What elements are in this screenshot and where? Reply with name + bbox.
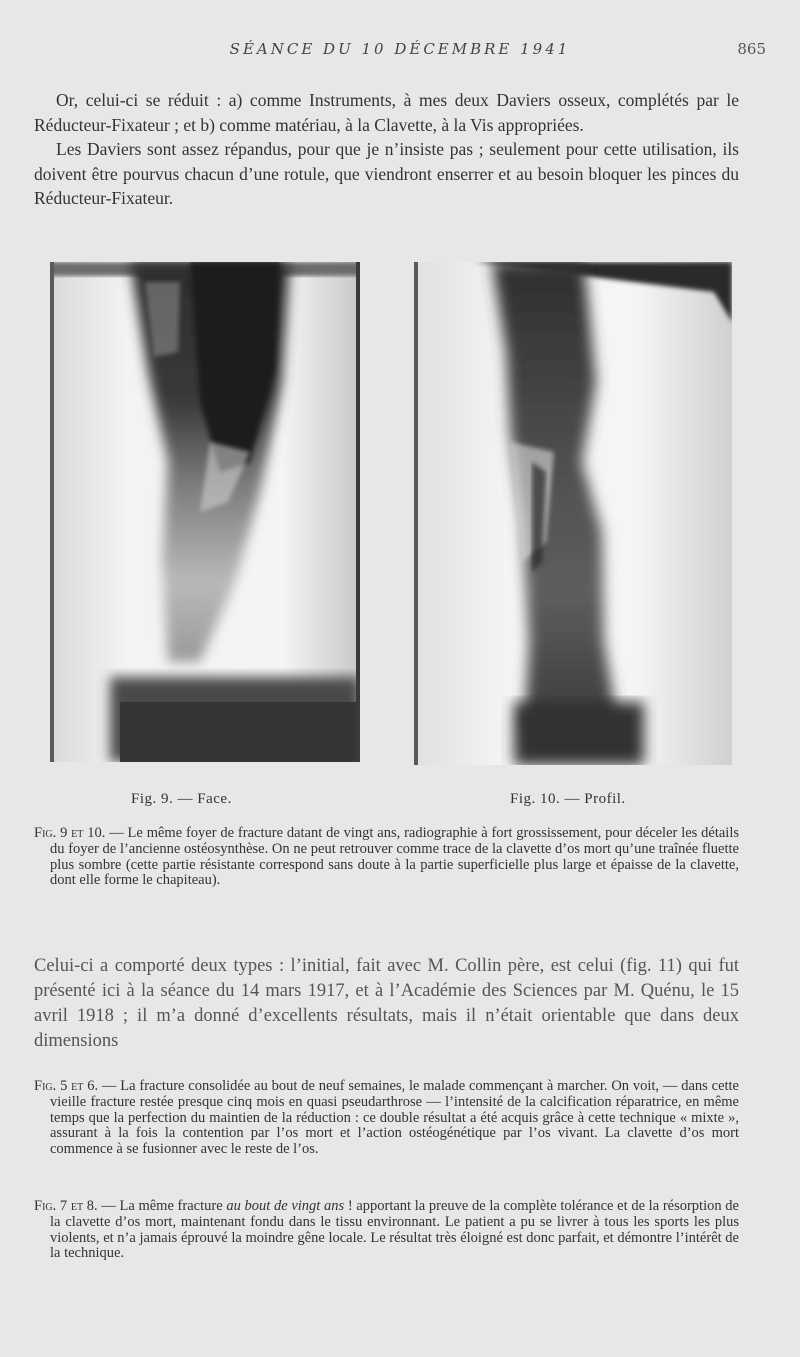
figure-9-label: Fig. 9. — Face.: [131, 791, 232, 807]
caption-prefix: Fig. 9 et 10.: [34, 825, 106, 841]
radiograph-profile: [414, 262, 732, 765]
opening-paragraphs: [34, 88, 739, 211]
paragraph-collin-text: Celui-ci a comporté deux types : l’initial, fait avec M. Collin père, est celui (fig. 11) qui fut présenté ici à la séance du 14 mars 1917, et à l’Académie des Sciences par M. Quénu, le 15 avril 1918 ; il m’a donné d’excellents résultats, mais il n’était orientable que dans deux dimensions: [34, 956, 739, 1051]
caption-text: — Le même foyer de fracture datant de vingt ans, radiographie à fort grossissement, pour déceler les détails du foyer de l’ancienne ostéosynthèse. On ne peut retrouver comme trace de la clavette d’os mort qu’une traînée fluette plus sombre (cette partie résistante correspond sans doute à la partie superficielle plus large et épaisse de la clavette, dont elle forme le chapiteau).: [50, 825, 739, 889]
caption-emphasis: au bout de vingt ans: [226, 1198, 345, 1214]
page-number: 865: [737, 40, 766, 58]
caption-text: — La fracture consolidée au bout de neuf semaines, le malade commençant à marcher. On voit, — dans cette vieille fracture restée presque cinq mois en quasi pseudarthrose — l’intensité de la calcification réparatrice, en même temps que la perfection du maintien de la réduction : ce double résultat a été acquis grâce à cette technique « mixte », assurant à la fois la contention par l’os mort et l’action ostéogénétique par l’os vivant. La clavette d’os mort commence à se fusionner avec le reste de l’os.: [50, 1078, 739, 1158]
caption-figures-9-10: [34, 826, 739, 889]
caption-prefix: Fig. 7 et 8.: [34, 1198, 98, 1214]
paragraph-collin: [34, 954, 739, 1054]
figure-10-label: Fig. 10. — Profil.: [510, 791, 626, 807]
paragraph-instruments: Or, celui-ci se réduit : a) comme Instruments, à mes deux Daviers osseux, complétés par le Réducteur-Fixateur ; et b) comme matériau, à la Clavette, à la Vis appropriées.: [34, 90, 739, 135]
caption-prefix: Fig. 5 et 6.: [34, 1078, 99, 1094]
caption-figures-5-6: [34, 1079, 739, 1158]
caption-text-before: — La même fracture: [97, 1198, 227, 1214]
radiograph-face: [50, 262, 360, 762]
running-title: SÉANCE DU 10 DÉCEMBRE 1941: [229, 40, 571, 58]
xray-profile-image: [414, 262, 732, 765]
paragraph-daviers: Les Daviers sont assez répandus, pour que je n’insiste pas ; seulement pour cette utilisation, ils doivent être pourvus chacun d’une rotule, que viendront enserrer et au besoin bloquer les pinces du Réducteur-Fixateur.: [34, 139, 739, 208]
xray-face-image: [50, 262, 360, 762]
caption-text-after: ! apportant la preuve de la complète tolérance et de la résorption de la clavette d’os mort, maintenant fondu dans le tissu environnant. Le patient a pu se livrer à tous les sports les plus violents, et n’a jamais éprouvé la moindre gêne locale. Le résultat très éloigné est donc parfait, et démontre l’intérêt de la technique.: [50, 1198, 739, 1262]
caption-figures-7-8: [34, 1199, 739, 1262]
running-head: [0, 40, 800, 62]
